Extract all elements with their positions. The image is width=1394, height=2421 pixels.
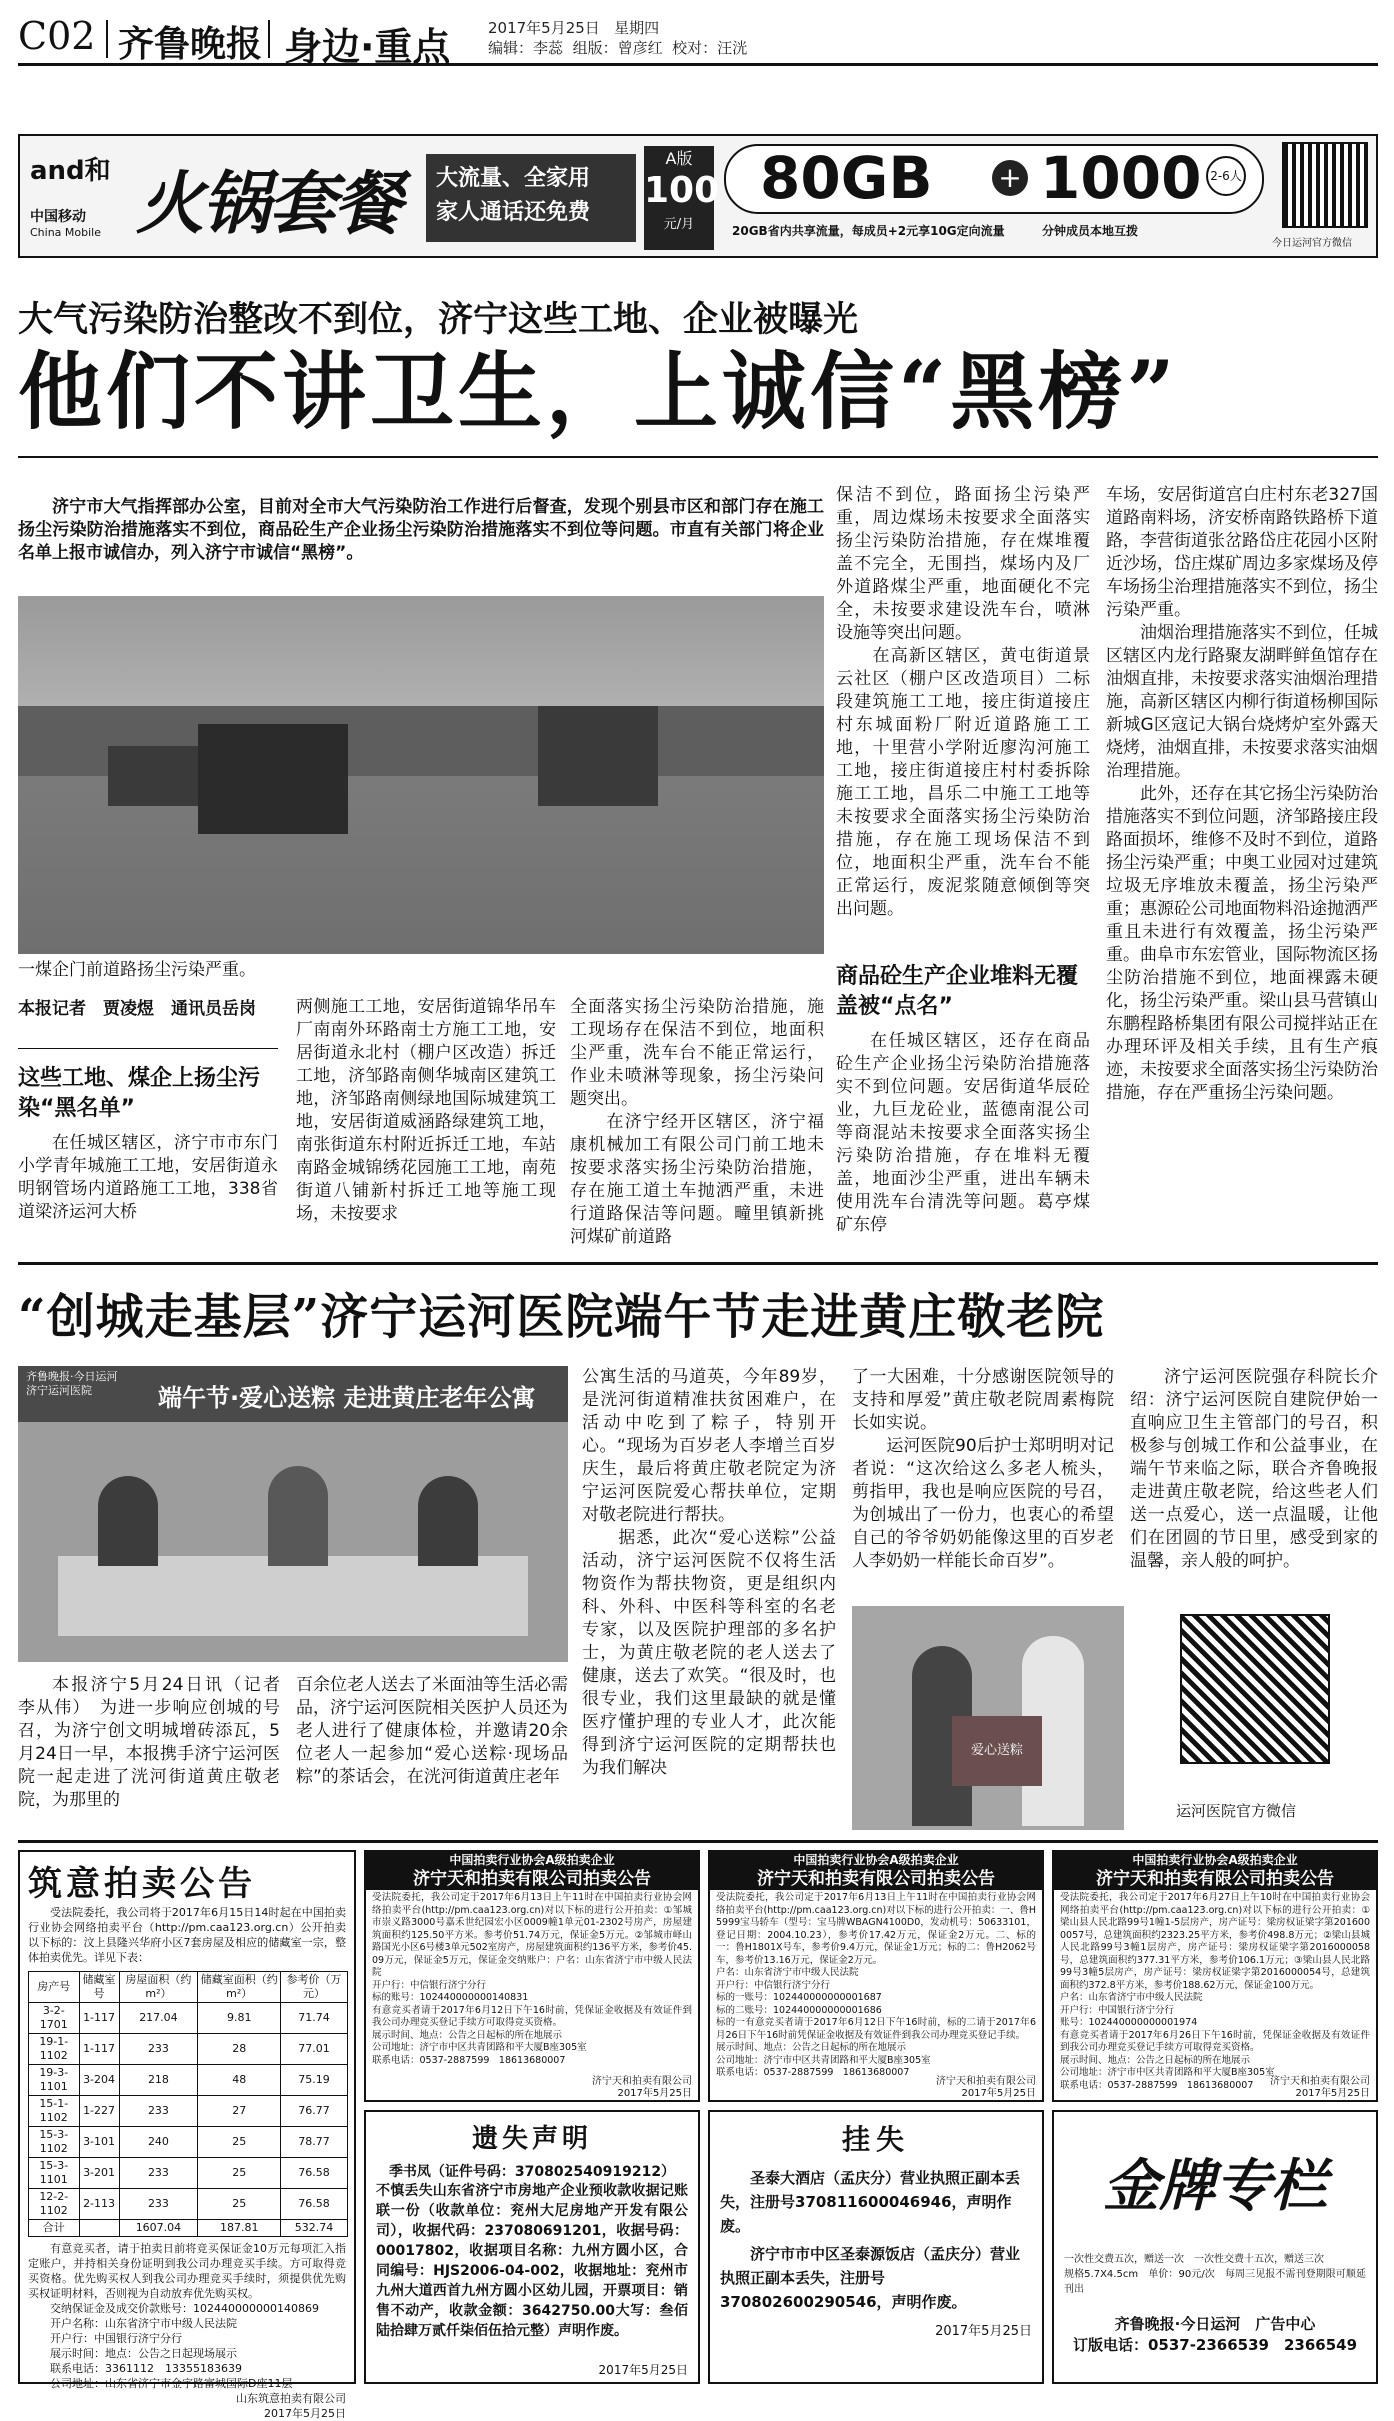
jinpai-column-ad[interactable] [1052, 2110, 1378, 2384]
tianhe-auction-notice [364, 1850, 700, 2102]
plan-members: 2-6人 [1206, 156, 1246, 196]
table-cell: 28 [198, 2034, 281, 2065]
table-cell: 76.58 [281, 2158, 348, 2189]
table-cell: 218 [119, 2065, 198, 2096]
brand-en: China Mobile [30, 226, 102, 239]
person-shape [268, 1466, 328, 1566]
table-cell: 233 [119, 2096, 198, 2127]
column-text: 车场，安居街道宫白庄村东老327国道路南料场，济安桥南路铁路桥下道路，李营街道张岔路岱庄花园小区附近沙场，岱庄煤矿周边多家煤场及停车场扬尘治理措施落实不到位，扬尘污染严重。 油烟治理措施落实不到位，任城区辖区内龙行路聚友湖畔鲜鱼馆存在油烟直排，未按要求落实油烟治理措施，高新区辖区内柳行街道杨柳国际新城G区寇记大锅台烧烤炉室外露天烧烤，油烟直排，未按要求落实油烟治理措施。 此外，还存在其它扬尘污染防治措施落实不到位问题，济邹路接庄段路面损坏，维修不及时不到位，道路扬尘污染严重；中奥工业园对过建筑垃圾无序堆放未覆盖，扬尘污染严重；惠源砼公司地面物料沿途抛洒严重且未进行有效覆盖，扬尘污染严重。曲阜市东宏管业，国际物流区扬尘防治措施不到位，地面裸露未硬化，扬尘污染严重。梁山县马营镇山东鹏程路桥集团有限公司搅拌站正在办理环评及相关手续，且有生产痕迹，未按要求全面落实扬尘污染防治措施，存在严重扬尘污染问题。 [1106, 485, 1378, 1103]
table-cell: 3-2-1701 [29, 2003, 80, 2034]
person-shape [98, 1476, 158, 1566]
table-cell: 76.77 [281, 2096, 348, 2127]
brand-logo: and和 [30, 156, 111, 186]
notice-body: 不慎丢失山东省济宁市房地产企业预收款收据记账联一份（收款单位：兖州大尼房地产开发有限公司），收据代码：237080691201，收据号码：00017802，收据项目名称：九州方圆小区，合同编号：HJS2006-04-002，收据地址：兖州市九州大道西首九州方圆小区幼儿园，开票项目：销售不动产，收款金额：3642750.00大写：叁佰陆拾肆万贰仟柒佰伍拾元整）声明作废。 [376, 2183, 688, 2339]
price-value: 100 [644, 170, 720, 211]
table-cell: 2-113 [79, 2189, 119, 2220]
byline: 本报记者 贾凌煜 通讯员岳岗 [18, 999, 256, 1019]
table-cell: 15-1-1102 [29, 2096, 80, 2127]
notice-org: 中国拍卖行业协会A级拍卖企业 [1054, 1852, 1376, 1868]
table-cell: 187.81 [198, 2220, 281, 2237]
mobile-ad-banner[interactable] [18, 134, 1378, 258]
column-text: 公寓生活的马道英，今年89岁，是洸河街道精准扶贫困难户，在活动中吃到了粽子，特别开心。“现场为百岁老人李增兰百岁庆生，最后将黄庄敬老院定为济宁运河医院爱心帮扶单位，定期对敬老院进行帮扶。 据悉，此次“爱心送粽”公益活动，济宁运河医院不仅将生活物资作为帮扶物资，更是组织内科、外科、中医科等科室的名老专家，以及医院护理部的多名护士，为黄庄敬老院的老人送去了健康，送去了欢笑。“很及时，也很专业，我们这里最缺的就是懂医疗懂护理的专业人才，此次能得到济宁运河医院的定期帮扶也为我们解决 [582, 1367, 836, 1778]
lost-person: 季书凤（证件号码：370802540919212） [388, 2164, 676, 2180]
table-shape [58, 1556, 528, 1636]
table-cell: 233 [119, 2034, 198, 2065]
qr-caption: 运河医院官方微信 [1176, 1802, 1297, 1820]
ad-phone[interactable]: 订版电话：0537-2366539 2366549 [1072, 2336, 1358, 2354]
table-row [29, 2189, 348, 2220]
table-cell: 233 [119, 2189, 198, 2220]
slogan-line-2: 家人通话还免费 [436, 200, 591, 225]
table-row [29, 2096, 348, 2127]
column-text: 济宁运河医院强存科院长介绍：济宁运河医院自建院伊始一直响应卫生主管部门的号召，积极参与创城工作和公益事业，在端午节来临之际，联合齐鲁晚报走进黄庄敬老院，给这些老人们送一点爱心，送一点温暖，让他们在团圆的节日里，感受到家的温馨，亲人般的呵护。 [1130, 1367, 1378, 1571]
zhuyi-auction-notice [18, 1850, 356, 2420]
plan-minutes-note: 分钟成员本地互拨 [1042, 224, 1139, 238]
qr-code-icon[interactable] [1180, 1614, 1330, 1764]
column-text: 全面落实扬尘污染防治措施，施工现场存在保洁不到位，地面积尘严重，洗车台不能正常运行，作业未喷淋等现象，扬尘污染问题突出。 在济宁经开区辖区，济宁福康机械加工有限公司门前工地未按要求落实扬尘污染防治措施，存在施工道土车抛洒严重，未进行道路保洁等问题。疃里镇新挑河煤矿前道路 [570, 997, 824, 1247]
notice-org: 中国拍卖行业协会A级拍卖企业 [366, 1852, 698, 1868]
table-cell: 12-2-1102 [29, 2189, 80, 2220]
table-cell: 240 [119, 2127, 198, 2158]
table-cell: 15-3-1102 [29, 2127, 80, 2158]
issue-meta [488, 18, 747, 58]
table-row [29, 2127, 348, 2158]
notice-body: 受法院委托，我公司定于2017年6月27日上午10时在中国拍卖行业协会网络拍卖平台(http://pm.caa123.org.cn)对以下标的进行公开拍卖：①梁山县人民北路99号1幢1-5层房产，房产证号：梁房权证梁字第2016000057号，总建筑面积约2323.25平方米，参考价498.8万元；②梁山县城人民北路99号3幢1层房产，房产证号：梁房权证梁字第2016000058号，总建筑面积约377.31平方米，参考价106.1万元；③梁山县人民北路99号3幢5层房产，房产证号：梁房权证梁字第2016000054号，总建筑面积约372.8平方米，参考价188.62万元，保证金100万元。 户名：山东省济宁市中级人民法院 开户行：中国银行济宁分行 账号：102440000000001974 有意竞买者请于2017年6月26日下午16时前，凭保证金收据及有效证件到我公司办理竞买登记手续方可取得竞买资格。 展示时间、地点：公告之日起标的所在地展示 公司地址：济宁市中区共青团路和平大厦B座305室 联系电话：0537-2887599 18613680007 [1060, 1892, 1370, 2091]
notice-title: 筑意拍卖公告 [28, 1864, 256, 1904]
notice-signature: 济宁天和拍卖有限公司 2017年5月25日 [592, 2076, 692, 2099]
lost-notice [364, 2110, 700, 2384]
table-cell: 76.58 [281, 2189, 348, 2220]
table-cell: 合计 [29, 2220, 80, 2237]
table-cell: 1-227 [79, 2096, 119, 2127]
notice-intro: 受法院委托，我公司将于2017年6月15日14时起在中国拍卖行业协会网络拍卖平台（http://pm.caa123.org.cn）公开拍卖以下标的：汶上县隆兴华府小区7套房屋及相应的储藏室一宗，整体拍卖优先。详见下表： [28, 1906, 346, 1964]
table-cell [79, 2220, 119, 2237]
table-cell: 3-101 [79, 2127, 119, 2158]
table-cell: 1-117 [79, 2003, 119, 2034]
road-dust-photo [18, 596, 824, 954]
loader-shape [538, 706, 658, 806]
brand-cn: 中国移动 [30, 209, 86, 225]
subhead: 这些工地、煤企上扬尘污染“黑名单” [18, 1066, 261, 1121]
table-cell: 19-1-1102 [29, 2034, 80, 2065]
editor: 编辑：李蕊 [488, 39, 564, 57]
column-text: 保洁不到位，路面扬尘污染严重，周边煤场未按要求全面落实扬尘污染防治措施，存在煤堆覆盖不完全，无围挡，煤场内及厂外道路煤尘严重，地面硬化不完全，未按要求建设洗车台，喷淋设施等突出问题。 在高新区辖区，黄屯街道景云社区（棚户区改造项目）二标段建筑施工工地，接庄街道接庄村东城面粉厂附近道路施工工地，十里营小学附近廖沟河施工工地，接庄街道接庄村村委拆除施工工地，昌乐二中施工工地等未按要求全面落实扬尘污染防治措施，存在施工现场保洁不到位，地面积尘严重，洗车台不能正常运行，废泥浆随意倾倒等突出问题。 [836, 485, 1090, 919]
divider [106, 20, 108, 58]
table-cell: 9.81 [198, 2003, 281, 2034]
table-row [29, 2065, 348, 2096]
table-header-row [29, 1972, 348, 2003]
table-cell: 233 [119, 2158, 198, 2189]
donation-photo [852, 1606, 1124, 1830]
article-lead: 济宁市大气指挥部办公室，目前对全市大气污染防治工作进行后督查，发现个别县市区和部门存在施工扬尘污染防治措施落实不到位，商品砼生产企业扬尘污染防治措施落实不到位等问题。市直有关部门将企业名单上报市诚信办，列入济宁市诚信“黑榜”。 [18, 497, 824, 563]
notice-org: 中国拍卖行业协会A级拍卖企业 [710, 1852, 1042, 1868]
article-kicker: 大气污染防治整改不到位，济宁这些工地、企业被曝光 [18, 299, 859, 340]
table-row [29, 2220, 348, 2237]
table-cell: 19-3-1101 [29, 2065, 80, 2096]
column-text: 两侧施工工地，安居街道锦华吊车厂南南外环路南士方施工工地，安居街道永北村（棚户区改造）拆迁工地，济邹路南侧华城南区建筑工地，济邹路南侧绿地国际城建筑工地，安居街道威涵路绿建筑工地，南张街道东村附近拆迁工地，车站南路金城锦绣花园施工工地，南苑街道八铺新村拆迁工地等施工现场，未按要求 [296, 997, 556, 1224]
column-text: 百余位老人送去了米面油等生活必需品，济宁运河医院相关医护人员还为老人进行了健康体检，并邀请20余位老人一起参加“爱心送粽·现场品粽”的茶话会，在洸河街道黄庄老年 [296, 1675, 568, 1787]
price-badge [644, 146, 720, 250]
notice-date: 2017年5月25日 [598, 2363, 688, 2377]
article-headline: “创城走基层”济宁运河医院端午节走进黄庄敬老院 [18, 1289, 1105, 1345]
table-header-cell: 参考价（万元） [281, 1972, 348, 2003]
table-cell: 3-204 [79, 2065, 119, 2096]
table-cell: 25 [198, 2189, 281, 2220]
paper-logo: 齐鲁晚报 [118, 23, 263, 65]
notice-body: 受法院委托，我公司定于2017年6月13日上午11时在中国拍卖行业协会网络拍卖平台(http://pm.caa123.org.cn)对以下标的进行公开拍卖：一、鲁H5999宝马轿车（型号：宝马牌WBAGN4100D0，发动机号：50633101，登记日期：2004.10.23），参考价17.42万元，保证金2万元。二、标的一：鲁H1801X号车，参考价9.4万元，保证金1万元；标的二：鲁H2062号车，参考价13.16万元，保证金2万元。 户名：山东省济宁市中级人民法院 开户行：中信银行济宁分行 标的一账号：102440000000001687 标的二账号：102440000000001686 标的一有意竞买者请于2017年6月12日下午16时前，标的二请于2017年6月26日下午16时前凭保证金收据及有效证件到我公司办理竞买登记手续。 展示时间、地点：公告之日起标的所在地展示 公司地址：济宁市中区共青团路和平大厦B座305室 联系电话：0537-2887599 18613680007 [716, 1892, 1036, 2078]
table-cell: 78.77 [281, 2127, 348, 2158]
section-title: 身边·重点 [284, 25, 451, 69]
table-row [29, 2158, 348, 2189]
proofreader: 校对：汪洸 [672, 39, 748, 57]
subhead: 商品砼生产企业堆料无覆盖被“点名” [836, 964, 1079, 1019]
notice-title: 济宁天和拍卖有限公司拍卖公告 [1054, 1868, 1376, 1890]
notice-item: 圣泰大酒店（孟庆分）营业执照正副本丢失，注册号370811600046946，声明作废。 [720, 2169, 1021, 2235]
notice-signature: 济宁天和拍卖有限公司 2017年5月25日 [1270, 2076, 1370, 2099]
ad-rule: 一次性交费五次，赠送一次 一次性交费十五次，赠送三次 [1064, 2254, 1324, 2265]
table-cell: 532.74 [281, 2220, 348, 2237]
notice-signature: 山东筑意拍卖有限公司 2017年5月25日 [236, 2392, 346, 2420]
notice-title: 金牌专栏 [1103, 2153, 1327, 2219]
divider [18, 1048, 278, 1049]
notice-title: 济宁天和拍卖有限公司拍卖公告 [366, 1868, 698, 1890]
divider [268, 20, 270, 58]
notice-title: 遗失声明 [471, 2124, 592, 2154]
notice-title: 挂失 [841, 2123, 910, 2156]
plan-data-note: 20GB省内共享流量，每成员+2元享10G定向流量 [732, 224, 1005, 238]
notice-title: 济宁天和拍卖有限公司拍卖公告 [710, 1868, 1042, 1890]
photo-caption: 一煤企门前道路扬尘污染严重。 [18, 960, 256, 980]
notice-date: 2017年5月25日 [935, 2324, 1032, 2339]
table-row [29, 2034, 348, 2065]
notice-body: 有意竞买者，请于拍卖日前将竞买保证金10万元每项汇入指定账户，并持相关身份证明到我公司办理竞买手续。方可取得竞买资格。优先购买权人到我公司办理竞买手续时，须提供优先购买权证明材料，否则视为自动放弃优先购买权。 交纳保证金及成交价款账号：102440000000140869 开户名称：山东省济宁市中级人民法院 开户行：中国银行济宁分行 展示时间：地点：公告之日起现场展示 联系电话：3361112 13355183639 公司地址：山东省济宁市金宇路富城国际D座11层 [28, 2242, 346, 2390]
plan-minutes: 1000 [1040, 144, 1202, 212]
notice-item: 济宁市市中区圣泰源饭店（孟庆分）营业执照正副本丢失，注册号370802600290546，声明作废。 [720, 2245, 1021, 2311]
article-headline: 他们不讲卫生，上诚信“黑榜” [18, 342, 1179, 441]
plan-data: 80GB [760, 144, 933, 212]
table-cell: 25 [198, 2127, 281, 2158]
notice-body: 受法院委托，我公司定于2017年6月13日上午11时在中国拍卖行业协会网络拍卖平台(http://pm.caa123.org.cn)对以下标的进行公开拍卖：①邹城市崇义路3000号嘉禾世纪园宏小区0009幢1单元01-2302号房产，房屋建筑面积约125.50平方米。参考价51.74万元，保证金5万元。②邹城市峄山路国光小区6号楼3单元502室房产，房屋建筑面积约136平方米，参考价45.09万元，保证金5万元，保证金交纳账户：户名：山东省济宁市中级人民法院 开户行：中信银行济宁分行 标的账号：102440000000140831 有意竞买者请于2017年6月12日下午16时前，凭保证金收据及有效证件到我公司办理竞买登记手续方可取得竞买资格。 展示时间、地点：公告之日起标的所在地展示 公司地址：济宁市中区共青团路和平大厦B座305室 联系电话：0537-2887599 18613680007 [372, 1892, 692, 2066]
table-cell: 1-117 [79, 2034, 119, 2065]
column-text: 在任城区辖区，还存在商品砼生产企业扬尘污染防治措施落实不到位问题。安居街道华辰砼业，九巨龙砼业，蓝德南混公司等商混站未按要求全面落实扬尘污染防治措施，存在堆料无覆盖，地面沙尘严重，进出车辆未使用洗车台清洗等问题。葛亭煤矿东停 [836, 1031, 1090, 1235]
plus-icon: + [992, 160, 1028, 196]
table-row [29, 2003, 348, 2034]
guashi-notice [708, 2110, 1044, 2384]
slogan-box [426, 154, 636, 242]
table-cell: 75.19 [281, 2065, 348, 2096]
notice-signature: 济宁天和拍卖有限公司 2017年5月25日 [936, 2076, 1036, 2099]
table-cell: 27 [198, 2096, 281, 2127]
divider [18, 456, 1378, 458]
page-header [18, 14, 1378, 69]
qr-label: 今日运河官方微信 [1272, 238, 1352, 249]
table-header-cell: 储藏室号 [79, 1972, 119, 2003]
tianhe-auction-notice [708, 1850, 1044, 2102]
table-header-cell: 储藏室面积（约m²） [198, 1972, 281, 2003]
issue-weekday: 星期四 [614, 19, 660, 37]
divider [18, 1262, 1378, 1265]
person-shape [418, 1476, 478, 1566]
truck-shape [198, 724, 348, 834]
article-lead: 本报济宁5月24日讯（记者 李从伟） 为进一步响应创城的号召，为济宁创文明城增砖添瓦，5月24日一早，本报携手济宁运河医院一起走进了洸河街道黄庄敬老院，为那里的 [18, 1675, 297, 1810]
table-cell: 217.04 [119, 2003, 198, 2034]
table-cell: 15-3-1101 [29, 2158, 80, 2189]
page-number: C02 [18, 14, 96, 58]
table-cell: 1607.04 [119, 2220, 198, 2237]
auction-table [28, 1971, 348, 2237]
ad-center: 齐鲁晚报·今日运河 广告中心 [1114, 2315, 1316, 2333]
divider [18, 1840, 1378, 1843]
table-header-cell: 房屋面积（约m²） [119, 1972, 198, 2003]
column-text: 了一大困难，十分感谢医院领导的支持和厚爱”黄庄敬老院周素梅院长如实说。 运河医院90后护士郑明明对记者说：“这次给这么多老人梳头，剪指甲，我也是响应医院的号召，为创城出了一份力，也衷心的希望自己的爷爷奶奶能像这里的百岁老人李奶奶一样能长命百岁”。 [852, 1367, 1114, 1571]
table-cell: 77.01 [281, 2034, 348, 2065]
event-photo [18, 1366, 568, 1662]
table-cell: 25 [198, 2158, 281, 2189]
table-cell: 3-201 [79, 2158, 119, 2189]
banner-text: 端午节·爱心送粽 走进黄庄老年公寓 [158, 1384, 536, 1412]
table-cell: 71.74 [281, 2003, 348, 2034]
ad-rule: 规格5.7X4.5cm 单价：90元/次 每周三见报不需刊登期限可顺延刊出 [1064, 2269, 1366, 2295]
qr-code-icon[interactable] [1282, 142, 1368, 228]
issue-date: 2017年5月25日 [488, 19, 600, 37]
tianhe-auction-notice [1052, 1850, 1378, 2102]
column-text: 在任城区辖区，济宁市市东门小学青年城施工工地，安居街道永明钢管场内道路施工工地，338省道梁济运河大桥 [18, 1133, 278, 1222]
product-name: 火锅套餐 [136, 164, 401, 244]
slogan-line-1: 大流量、全家用 [436, 166, 591, 191]
price-tier: A版 [665, 149, 693, 168]
table-cell: 48 [198, 2065, 281, 2096]
truck-shape [108, 746, 198, 806]
donation-banner: 爱心送粽 [952, 1716, 1042, 1786]
price-unit: 元/月 [663, 217, 695, 232]
table-header-cell: 房产号 [29, 1972, 80, 2003]
designer: 组版：曾彦红 [572, 39, 663, 57]
banner-logo: 齐鲁晚报·今日运河 济宁运河医院 [26, 1370, 118, 1397]
